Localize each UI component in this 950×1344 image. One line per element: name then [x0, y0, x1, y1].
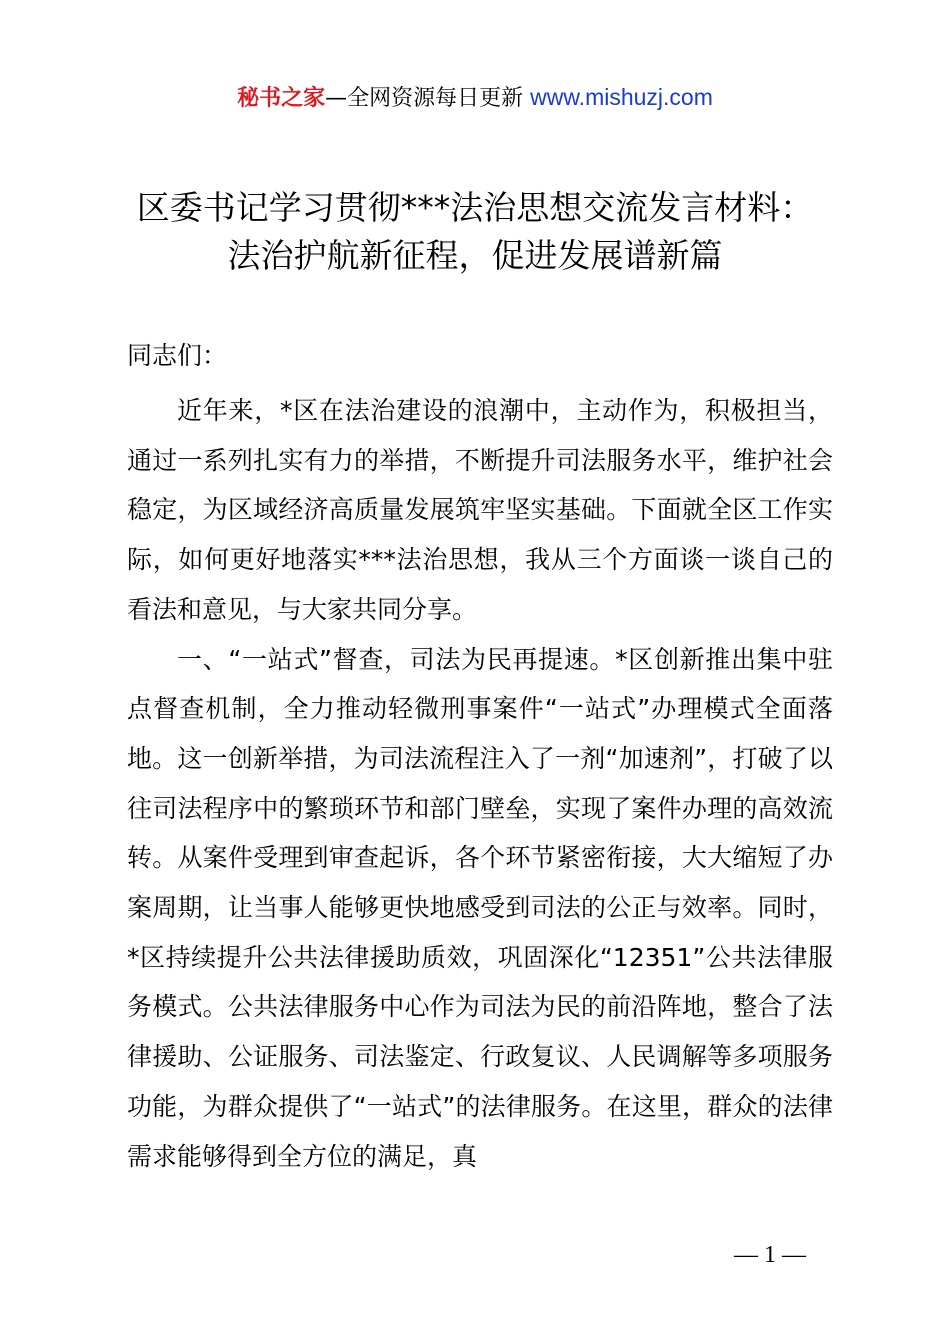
- title-line-2: 法治护航新征程，促进发展谱新篇: [227, 236, 723, 275]
- site-brand: 秘书之家: [237, 86, 326, 111]
- site-url-link[interactable]: www.mishuzj.com: [530, 84, 713, 110]
- site-header: [0, 80, 950, 116]
- document-title: [100, 184, 850, 280]
- title-line-1: 区委书记学习贯彻***法治思想交流发言材料：: [136, 188, 814, 227]
- greeting: 同志们：: [127, 341, 228, 370]
- document-body: [127, 386, 833, 1181]
- paragraph-intro: 近年来，*区在法治建设的浪潮中，主动作为，积极担当，通过一系列扎实有力的举措，不断提升司法服务水平，维护社会稳定，为区域经济高质量发展筑牢坚实基础。下面就全区工作实际，如何更好地落实***法治思想，我从三个方面谈一谈自己的看法和意见，与大家共同分享。: [127, 396, 833, 624]
- paragraph-section-1: 一、“一站式”督查，司法为民再提速。*区创新推出集中驻点督查机制，全力推动轻微刑事案件“一站式”办理模式全面落地。这一创新举措，为司法流程注入了一剂“加速剂”，打破了以往司法程序中的繁琐环节和部门壁垒，实现了案件办理的高效流转。从案件受理到审查起诉，各个环节紧密衔接，大大缩短了办案周期，让当事人能够更快地感受到司法的公正与效率。同时，*区持续提升公共法律援助质效，巩固深化“12351”公共法律服务模式。公共法律服务中心作为司法为民的前沿阵地，整合了法律援助、公证服务、司法鉴定、行政复议、人民调解等多项服务功能，为群众提供了“一站式”的法律服务。在这里，群众的法律需求能够得到全方位的满足，真: [127, 644, 833, 1171]
- page-number: — 1 —: [734, 1242, 806, 1268]
- site-tagline: —全网资源每日更新: [325, 86, 531, 111]
